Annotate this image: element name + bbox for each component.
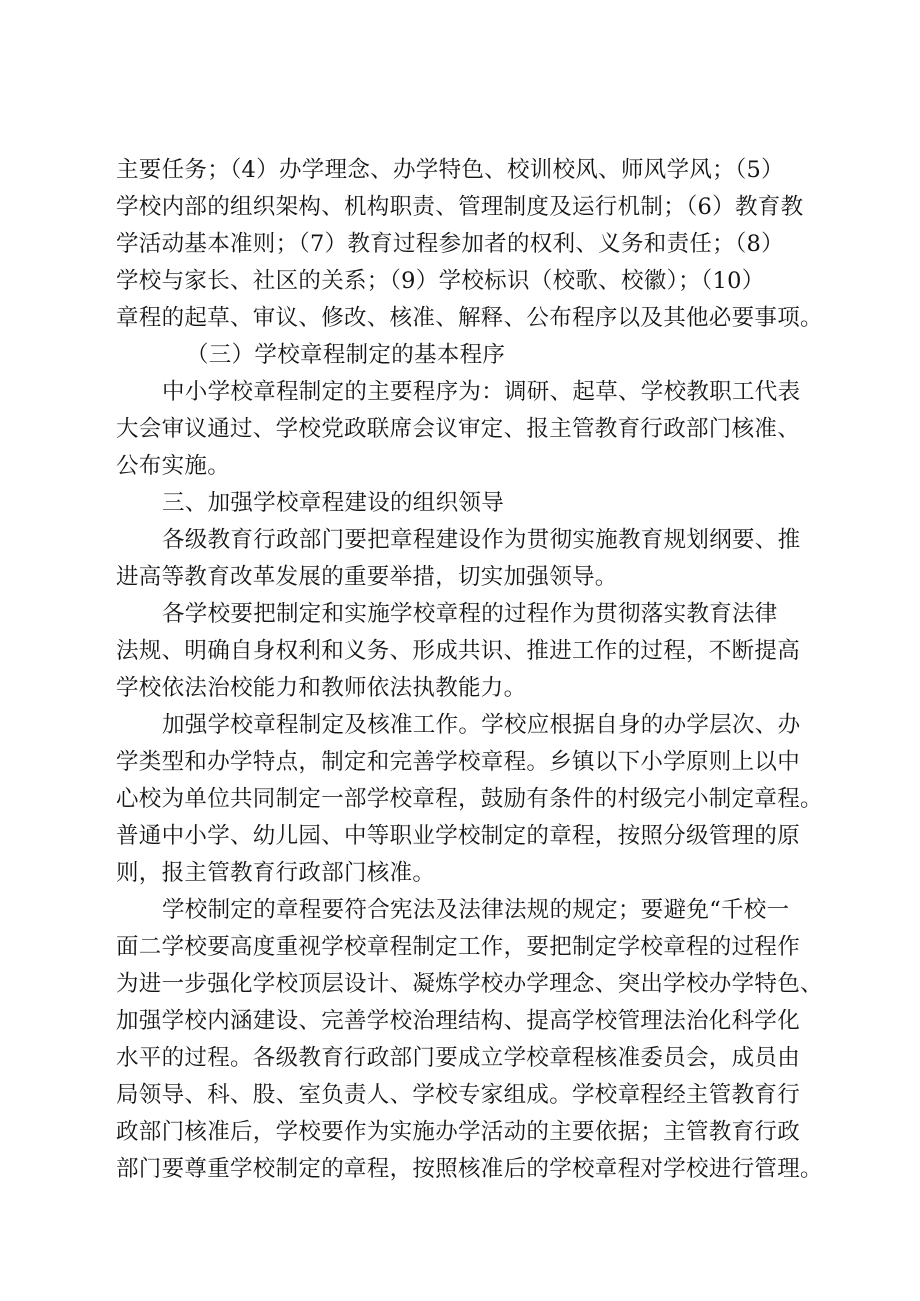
text-line: 学活动基本准则；（7）教育过程参加者的权利、义务和责任；（8） [116, 231, 784, 257]
text-line: 法规、明确自身权利和义务、形成共识、推进工作的过程，不断提高 [116, 638, 801, 664]
paragraph-start: 各学校要把制定和实施学校章程的过程作为贯彻落实教育法律 [162, 601, 778, 627]
text-line: 面二学校要高度重视学校章程制定工作，要把制定学校章程的过程作 [116, 934, 801, 960]
text-line: 加强学校内涵建设、完善学校治理结构、提高学校管理法治化科学化 [116, 1008, 801, 1034]
text-line: 心校为单位共同制定一部学校章程，鼓励有条件的村级完小制定章程。 [116, 786, 823, 812]
text-line: 为进一步强化学校顶层设计、凝炼学校办学理念、突出学校办学特色、 [116, 971, 823, 997]
text-line: 学校依法治校能力和教师依法执教能力。 [116, 675, 527, 701]
text-line: 章程的起草、审议、修改、核准、解释、公布程序以及其他必要事项。 [116, 305, 823, 331]
text-line: 则，报主管教育行政部门核准。 [116, 860, 436, 886]
text-line: 主要任务；（4）办学理念、办学特色、校训校风、师风学风；（5） [116, 157, 784, 183]
paragraph-start: 各级教育行政部门要把章程建设作为贯彻实施教育规划纲要、推 [162, 527, 801, 553]
section-subheading: （三）学校章程制定的基本程序 [186, 342, 506, 368]
paragraph-start: 中小学校章程制定的主要程序为：调研、起草、学校教职工代表 [162, 379, 801, 405]
section-heading: 三、加强学校章程建设的组织领导 [162, 490, 505, 516]
paragraph-start: 学校制定的章程要符合宪法及法律法规的规定；要避免“千校一 [162, 897, 790, 923]
text-line: 大会审议通过、学校党政联席会议审定、报主管教育行政部门核准、 [116, 416, 801, 442]
text-line: 进高等教育改革发展的重要举措，切实加强领导。 [116, 564, 618, 590]
text-line: 局领导、科、股、室负责人、学校专家组成。学校章程经主管教育行 [116, 1082, 801, 1108]
text-line: 普通中小学、幼儿园、中等职业学校制定的章程，按照分级管理的原 [116, 823, 801, 849]
text-line: 学校与家长、社区的关系；（9）学校标识（校歌、校徽）；（10） [116, 268, 765, 294]
text-line: 部门要尊重学校制定的章程，按照核准后的学校章程对学校进行管理。 [116, 1156, 823, 1182]
paragraph-start: 加强学校章程制定及核准工作。学校应根据自身的办学层次、办 [162, 712, 801, 738]
text-line: 学类型和办学特点，制定和完善学校章程。乡镇以下小学原则上以中 [116, 749, 801, 775]
text-line: 学校内部的组织架构、机构职责、管理制度及运行机制；（6）教育教 [116, 194, 804, 220]
text-line: 水平的过程。各级教育行政部门要成立学校章程核准委员会，成员由 [116, 1045, 801, 1071]
text-line: 公布实施。 [116, 453, 231, 479]
text-line: 政部门核准后，学校要作为实施办学活动的主要依据；主管教育行政 [116, 1119, 801, 1145]
